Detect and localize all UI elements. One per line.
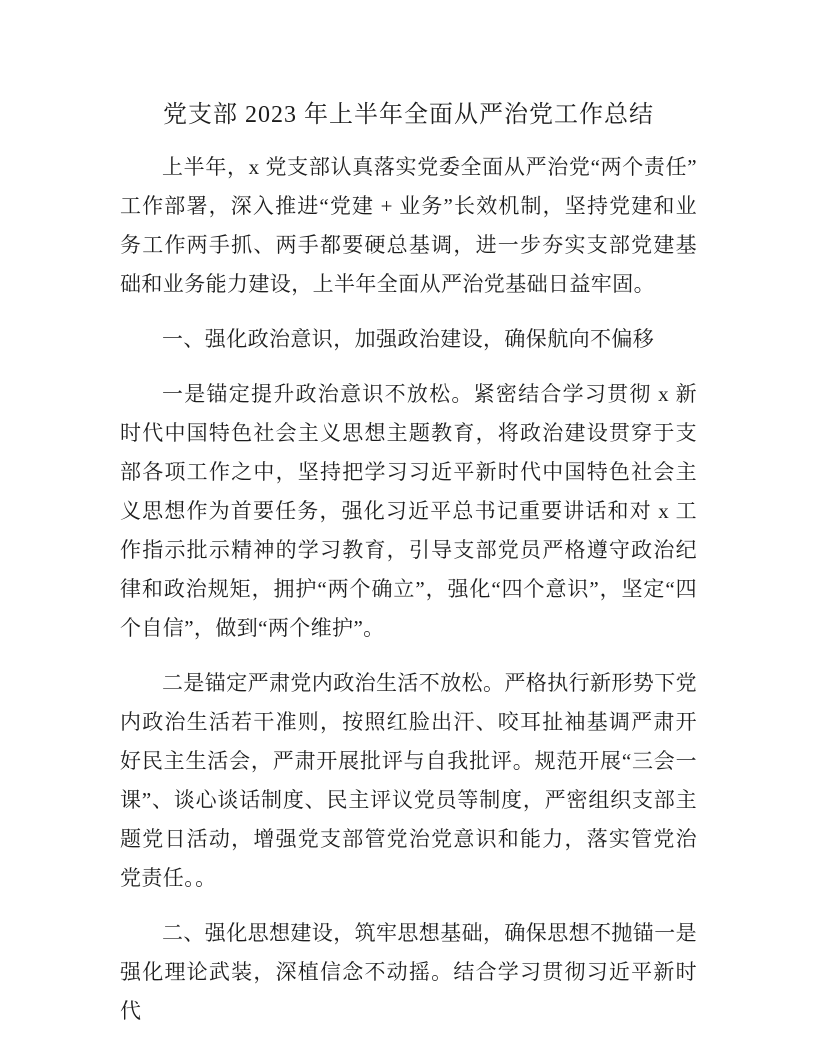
paragraph-second-point: 二是锚定严肃党内政治生活不放松。严格执行新形势下党内政治生活若干准则，按照红脸出汗、咬耳扯袖基调严肃开好民主生活会，严肃开展批评与自我批评。规范开展“三会一课”、谈心谈话制度、民主评议党员等制度，严密组织支部主题党日活动，增强党支部管党治党意识和能力，落实管党治党责任。。 [120, 671, 697, 890]
section-heading-1: 一、强化政治意识，加强政治建设，确保航向不偏移 [162, 327, 655, 351]
paragraph-first-point: 一是锚定提升政治意识不放松。紧密结合学习贯彻 x 新时代中国特色社会主义思想主题教育，将政治建设贯穿于支部各项工作之中，坚持把学习习近平新时代中国特色社会主义思想作为首要任务，强化习近平总书记重要讲话和对 x 工作指示批示精神的学习教育，引导支部党员严格遵守政治纪律和政治规矩，拥护“两个确立”，强化“四个意识”，坚定“四个自信”，做到“两个维护”。 [120, 382, 697, 640]
paragraph-intro: 上半年，x 党支部认真落实党委全面从严治党“两个责任”工作部署，深入推进“党建 + 业务”长效机制，坚持党建和业务工作两手抓、两手都要硬总基调，进一步夯实支部党建基础和业务能力建设，上半年全面从严治党基础日益牢固。 [120, 155, 697, 296]
page-title: 党支部 2023 年上半年全面从严治党工作总结 [163, 102, 654, 128]
document-content [120, 96, 697, 1031]
paragraph-section-2: 二、强化思想建设，筑牢思想基础，确保思想不抛锚一是强化理论武装，深植信念不动摇。结合学习贯彻习近平新时代 [120, 921, 697, 1023]
